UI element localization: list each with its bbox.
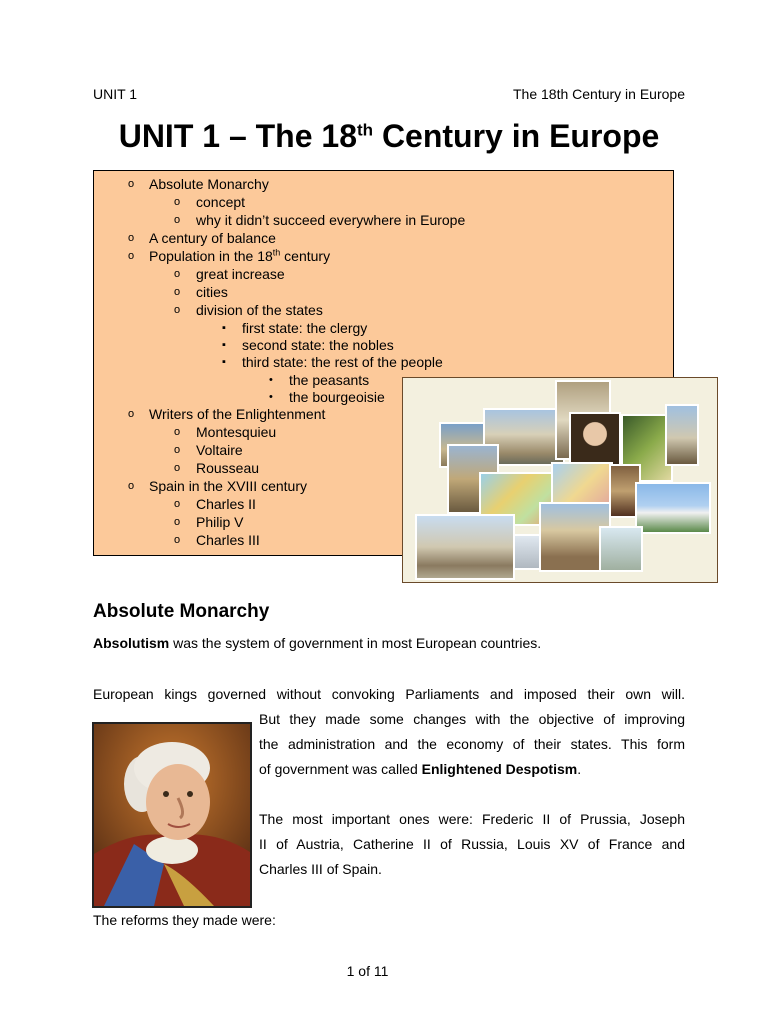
outline-bullet: o: [174, 534, 181, 546]
outline-item: Absolute Monarchy: [149, 176, 269, 192]
outline-item: third state: the rest of the people: [242, 354, 443, 370]
header-right: The 18th Century in Europe: [513, 86, 685, 102]
paragraph-line: The most important ones were: Frederic II of Prussia, Joseph: [259, 811, 685, 827]
outline-item: cities: [196, 284, 228, 300]
outline-item: A century of balance: [149, 230, 276, 246]
outline-bullet: o: [128, 232, 135, 244]
outline-item: Spain in the XVIII century: [149, 478, 307, 494]
outline-item: division of the states: [196, 302, 323, 318]
outline-bullet: o: [174, 462, 181, 474]
outline-item: Rousseau: [196, 460, 260, 476]
outline-item-text: Population in the 18: [149, 248, 273, 264]
outline-bullet: o: [174, 304, 181, 316]
paragraph-line: But they made some changes with the objective of improving: [259, 711, 685, 727]
outline-item: Montesquieu: [196, 424, 277, 440]
paragraph-text: of government was called: [259, 761, 422, 777]
outline-bullet: o: [174, 268, 181, 280]
paragraph-line: the administration and the economy of their states. This form: [259, 736, 685, 752]
title-main: UNIT 1 – The 18: [118, 118, 357, 154]
paragraph-line: European kings governed without convoking Parliaments and imposed their own will.: [93, 686, 685, 702]
outline-bullet: o: [174, 498, 181, 510]
paragraph-line: II of Austria, Catherine II of Russia, Louis XV of France and: [259, 836, 685, 852]
outline-item: the bourgeoisie: [289, 389, 385, 405]
title-superscript: th: [357, 120, 374, 140]
outline-item: the peasants: [289, 372, 370, 388]
outline-bullet: o: [174, 196, 181, 208]
garden-photo: [599, 526, 643, 572]
outline-item: great increase: [196, 266, 285, 282]
outline-bullet: o: [174, 286, 181, 298]
outline-bullet: o: [128, 250, 135, 262]
building-photo: [665, 404, 699, 466]
outline-bullet: ▪: [222, 339, 226, 351]
outline-bullet: o: [174, 444, 181, 456]
voltaire-portrait: [569, 412, 621, 466]
paragraph-text-end: .: [577, 761, 582, 777]
outline-bullet: o: [174, 426, 181, 438]
paragraph-absolutism: [93, 631, 685, 656]
outline-item: Charles III: [196, 532, 260, 548]
outline-item: Philip V: [196, 514, 244, 530]
chateau-photo: [415, 514, 515, 580]
outline-bullet: ▪: [222, 322, 226, 334]
outline-bullet: o: [128, 408, 135, 420]
paragraph-line: Charles III of Spain.: [259, 861, 382, 877]
outline-bullet: o: [174, 516, 181, 528]
outline-item: concept: [196, 194, 246, 210]
paragraph-text: was the system of government in most European countries.: [169, 635, 542, 651]
term-absolutism: Absolutism: [93, 635, 170, 651]
outline-item: Charles II: [196, 496, 256, 512]
section-heading: Absolute Monarchy: [93, 601, 270, 622]
portrait-drawing: [94, 724, 250, 906]
outline-item: why it didn’t succeed everywhere in Europe: [196, 212, 466, 228]
outline-bullet: •: [269, 374, 273, 386]
term-enlightened-despotism: Enlightened Despotism: [421, 761, 578, 777]
title-end: Century in Europe: [373, 118, 660, 154]
outline-bullet: o: [174, 214, 181, 226]
outline-bullet: ▪: [222, 356, 226, 368]
charles-iii-portrait: [92, 722, 252, 908]
paragraph-reforms: The reforms they made were:: [93, 912, 276, 928]
outline-item-superscript: th: [272, 247, 281, 258]
outline-bullet: •: [269, 391, 273, 403]
page-number: 1 of 11: [346, 963, 389, 979]
paragraph-line: [259, 757, 685, 782]
outline-item: second state: the nobles: [242, 337, 394, 353]
header-left: UNIT 1: [93, 86, 138, 102]
outline-item: Writers of the Enlightenment: [149, 406, 326, 422]
outline-bullet: o: [128, 178, 135, 190]
page-title: [0, 118, 768, 155]
outline-item-text-end: century: [280, 248, 331, 264]
outline-item: first state: the clergy: [242, 320, 368, 336]
outline-item: [149, 247, 330, 265]
capitol-photo: [635, 482, 711, 534]
outline-item: Voltaire: [196, 442, 243, 458]
outline-bullet: o: [128, 480, 135, 492]
europe-collage-image: [402, 377, 718, 583]
